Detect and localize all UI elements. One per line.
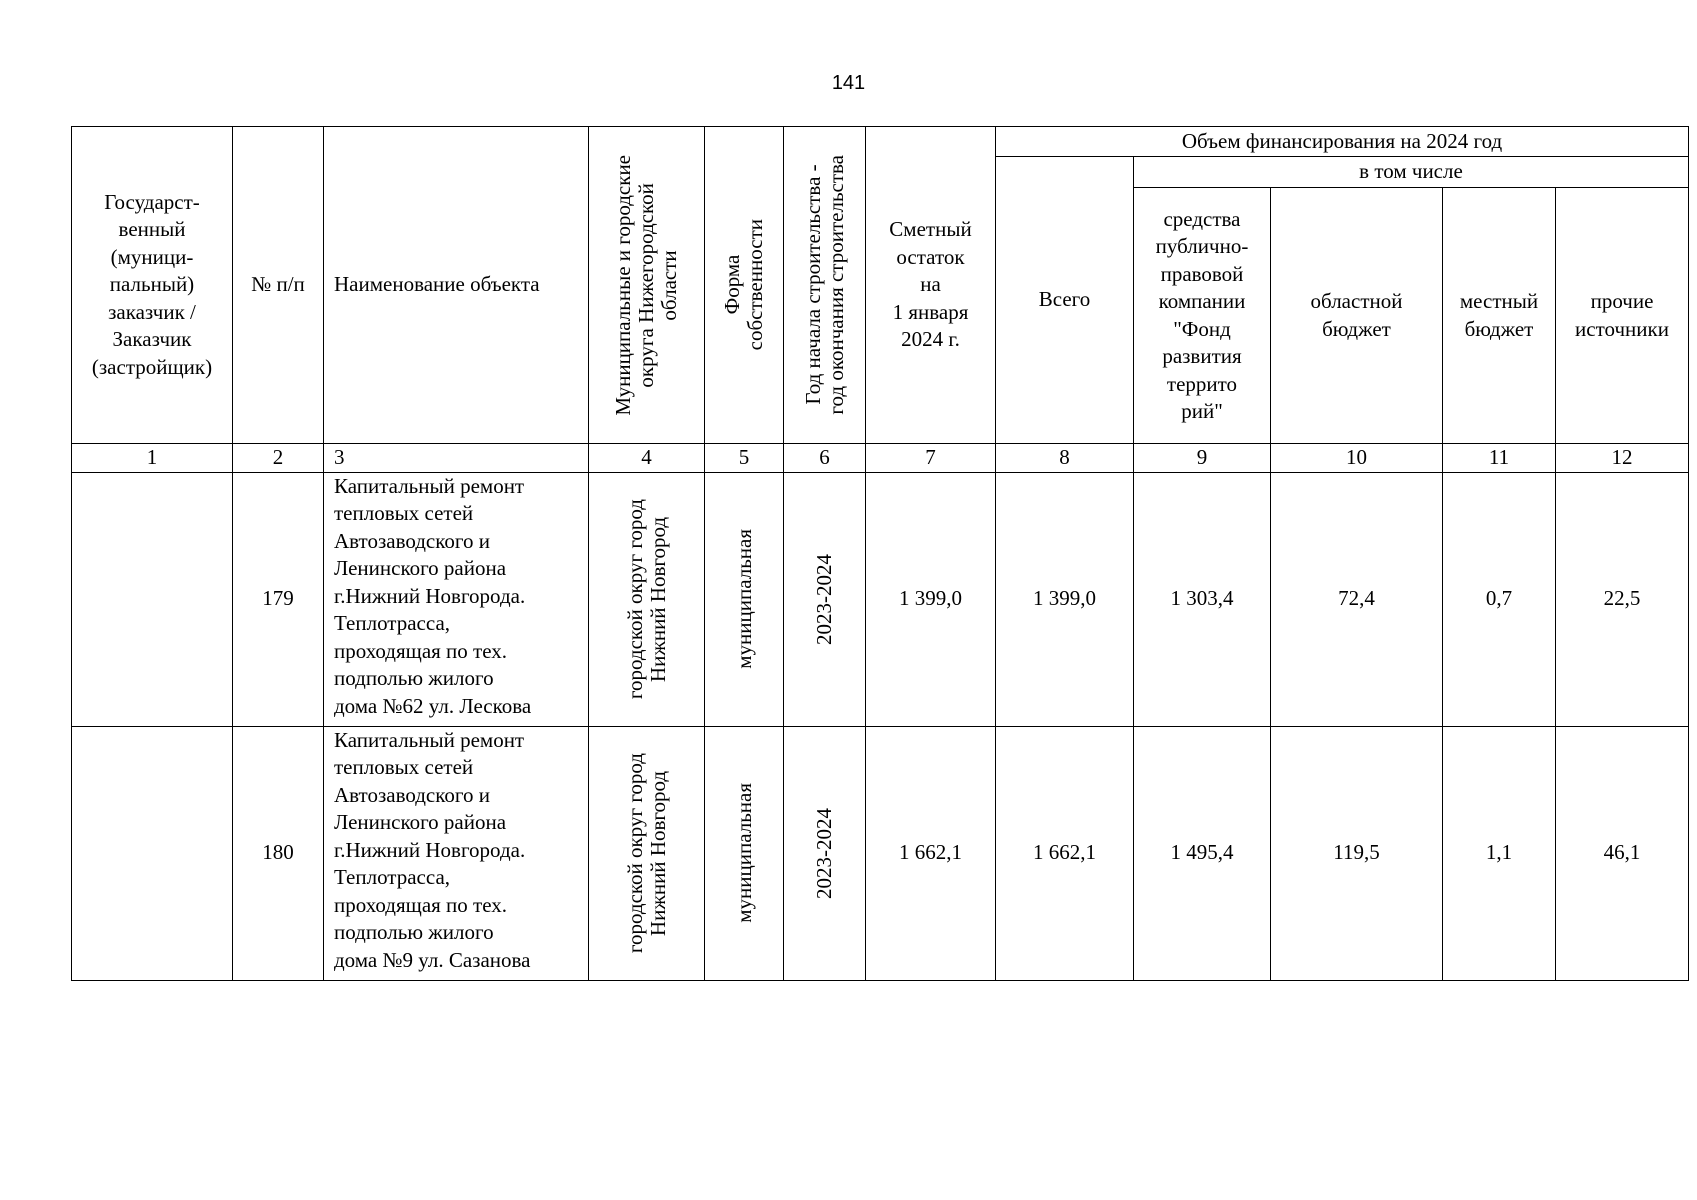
cell-estimate: 1 399,0	[866, 472, 996, 726]
header-municipality	[589, 127, 705, 444]
column-number: 5	[705, 444, 784, 473]
column-number: 2	[233, 444, 324, 473]
header-regional: областной бюджет	[1271, 188, 1443, 444]
cell-local: 0,7	[1443, 472, 1556, 726]
cell-other: 46,1	[1556, 726, 1689, 980]
header-estimate: Сметный остаток на 1 января 2024 г.	[866, 127, 996, 444]
header-local: местный бюджет	[1443, 188, 1556, 444]
header-num: № п/п	[233, 127, 324, 444]
cell-total: 1 662,1	[996, 726, 1134, 980]
cell-estimate: 1 662,1	[866, 726, 996, 980]
cell-num: 180	[233, 726, 324, 980]
header-years-text: Год начала строительства - год окончания строительства	[800, 155, 848, 415]
column-number: 7	[866, 444, 996, 473]
column-number: 4	[589, 444, 705, 473]
column-number: 3	[324, 444, 589, 473]
column-number: 9	[1134, 444, 1271, 473]
cell-fund: 1 495,4	[1134, 726, 1271, 980]
column-number: 1	[72, 444, 233, 473]
header-total: Всего	[996, 157, 1134, 444]
cell-customer	[72, 472, 233, 726]
header-other: прочие источники	[1556, 188, 1689, 444]
header-object-name-text: Наименование объекта	[334, 272, 540, 297]
cell-ownership-text: муниципальная	[731, 783, 756, 923]
cell-regional: 119,5	[1271, 726, 1443, 980]
column-number: 6	[784, 444, 866, 473]
cell-municipality-text: городской округ город Нижний Новгород	[622, 752, 670, 954]
cell-object-name: Капитальный ремонт тепловых сетей Автозаводского и Ленинского района г.Нижний Новгорода. Теплотрасса, проходящая по тех. подполью жилого дома №9 ул. Сазанова	[324, 726, 589, 980]
cell-municipality	[589, 726, 705, 980]
financing-table	[71, 126, 1689, 981]
cell-customer	[72, 726, 233, 980]
cell-municipality	[589, 472, 705, 726]
cell-total: 1 399,0	[996, 472, 1134, 726]
cell-local: 1,1	[1443, 726, 1556, 980]
header-ownership-text: Форма собственности	[720, 219, 767, 351]
header-object-name	[324, 127, 589, 444]
column-number: 12	[1556, 444, 1689, 473]
cell-ownership-text: муниципальная	[731, 529, 756, 669]
cell-years	[784, 472, 866, 726]
cell-years	[784, 726, 866, 980]
column-number: 8	[996, 444, 1134, 473]
column-number: 11	[1443, 444, 1556, 473]
column-number: 10	[1271, 444, 1443, 473]
cell-fund: 1 303,4	[1134, 472, 1271, 726]
header-including: в том числе	[1134, 157, 1689, 188]
cell-ownership	[705, 726, 784, 980]
header-municipality-text: Муниципальные и городские округа Нижегородской области	[611, 154, 681, 416]
header-financing: Объем финансирования на 2024 год	[996, 127, 1689, 157]
cell-other: 22,5	[1556, 472, 1689, 726]
cell-municipality-text: городской округ город Нижний Новгород	[622, 498, 670, 700]
cell-years-text: 2023-2024	[812, 807, 836, 899]
header-fund: средства публично- правовой компании "Фонд развития террито рий"	[1134, 188, 1271, 444]
header-customer: Государст- венный (муници- пальный) заказчик / Заказчик (застройщик)	[72, 127, 233, 444]
header-ownership	[705, 127, 784, 444]
cell-ownership	[705, 472, 784, 726]
page-number: 141	[831, 72, 866, 94]
header-years	[784, 127, 866, 444]
cell-object-name: Капитальный ремонт тепловых сетей Автозаводского и Ленинского района г.Нижний Новгорода. Теплотрасса, проходящая по тех. подполью жилого дома №62 ул. Лескова	[324, 472, 589, 726]
cell-num: 179	[233, 472, 324, 726]
cell-years-text: 2023-2024	[812, 553, 836, 645]
cell-regional: 72,4	[1271, 472, 1443, 726]
table-row	[72, 726, 1689, 980]
table-row	[72, 472, 1689, 726]
